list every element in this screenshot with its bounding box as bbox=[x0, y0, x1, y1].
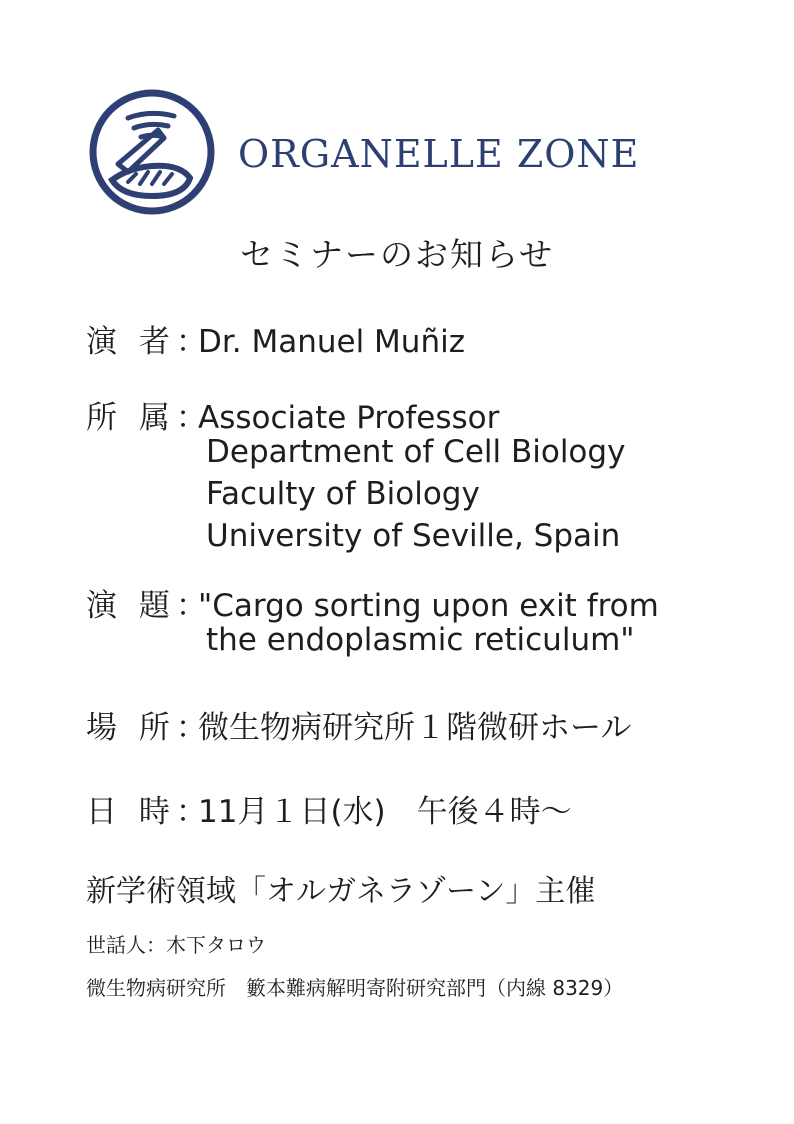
host-line: 世話人：木下タロウ bbox=[86, 933, 266, 957]
affiliation-line: Associate Professor bbox=[198, 400, 500, 436]
speaker-value: Dr. Manuel Muñiz bbox=[198, 324, 465, 360]
talk-title-row bbox=[86, 580, 659, 625]
speaker-row bbox=[86, 316, 465, 361]
affiliation-row bbox=[86, 392, 499, 437]
organelle-zone-logo bbox=[88, 88, 216, 216]
seminar-notice-title: セミナーのお知らせ bbox=[239, 235, 554, 274]
talk-title-label: 演 題： bbox=[86, 588, 207, 624]
affiliation-line: Faculty of Biology bbox=[206, 476, 480, 512]
affiliation-label: 所 属： bbox=[86, 400, 207, 436]
datetime-row bbox=[86, 786, 572, 831]
talk-title-line: "Cargo sorting upon exit from bbox=[198, 588, 659, 624]
affiliation-line: Department of Cell Biology bbox=[206, 434, 626, 470]
contact-line: 微生物病研究所 籔本難病解明寄附研究部門（内線 8329） bbox=[86, 976, 624, 1000]
affiliation-line: University of Seville, Spain bbox=[206, 518, 621, 554]
sponsor-line: 新学術領域「オルガネラゾーン」主催 bbox=[86, 874, 596, 909]
venue-label: 場 所： bbox=[86, 710, 207, 746]
brand-name: ORGANELLE ZONE bbox=[238, 132, 640, 176]
datetime-label: 日 時： bbox=[86, 794, 207, 830]
datetime-value: 11月１日(水) 午後４時～ bbox=[198, 794, 572, 830]
venue-row bbox=[86, 702, 631, 747]
speaker-label: 演 者： bbox=[86, 324, 207, 360]
venue-value: 微生物病研究所１階微研ホール bbox=[198, 710, 632, 746]
talk-title-line: the endoplasmic reticulum" bbox=[206, 622, 635, 658]
